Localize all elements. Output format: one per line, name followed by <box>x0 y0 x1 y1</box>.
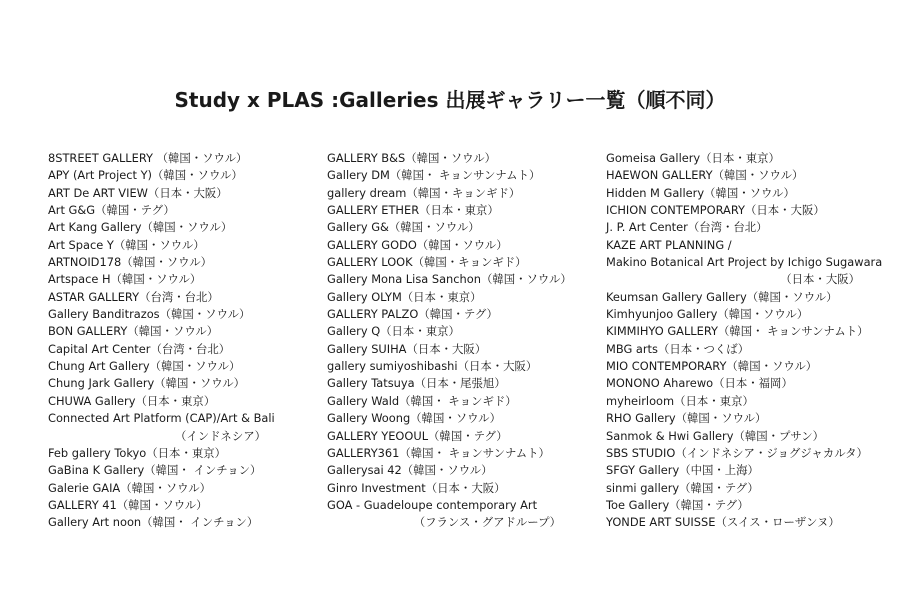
gallery-name: Artspace H（韓国・ソウル） <box>48 272 202 287</box>
gallery-name: Gallery Woong（韓国・ソウル） <box>327 411 501 426</box>
gallery-name: GaBina K Gallery（韓国・ インチョン） <box>48 463 262 478</box>
gallery-list-item <box>327 410 589 427</box>
gallery-name: Art G&G（韓国・テグ） <box>48 203 175 218</box>
gallery-name: ICHION CONTEMPORARY（日本・大阪） <box>606 203 825 218</box>
gallery-list-item <box>327 271 589 288</box>
gallery-name: Keumsan Gallery Gallery（韓国・ソウル） <box>606 289 838 304</box>
gallery-name: Gallery Art noon（韓国・ インチョン） <box>48 515 259 530</box>
gallery-name: Gallery SUIHA（日本・大阪） <box>327 341 487 356</box>
gallery-name: Connected Art Platform (CAP)/Art & Bali <box>48 411 275 426</box>
gallery-list-item <box>606 289 896 306</box>
gallery-name: Gallery Tatsuya（日本・尾張旭） <box>327 376 506 391</box>
gallery-name-continued: （インドネシア） <box>174 428 266 443</box>
gallery-list-item <box>48 150 310 167</box>
gallery-list-item <box>606 219 896 236</box>
gallery-list-item <box>606 410 896 427</box>
gallery-name: MIO CONTEMPORARY（韓国・ソウル） <box>606 359 818 374</box>
gallery-list-item <box>606 428 896 445</box>
gallery-list-item <box>48 219 310 236</box>
gallery-list-item <box>48 514 310 531</box>
gallery-name: 8STREET GALLERY （韓国・ソウル） <box>48 151 248 165</box>
gallery-list-item <box>327 462 589 479</box>
gallery-list-item <box>48 202 310 219</box>
gallery-name: GALLERY GODO（韓国・ソウル） <box>327 237 508 252</box>
gallery-list-item <box>606 323 896 340</box>
gallery-list-item <box>48 375 310 392</box>
gallery-list-item <box>48 393 310 410</box>
gallery-name: CHUWA Gallery（日本・東京） <box>48 393 216 408</box>
gallery-name: Chung Art Gallery（韓国・ソウル） <box>48 359 241 374</box>
gallery-list-item <box>327 323 589 340</box>
gallery-list-item <box>606 514 896 531</box>
gallery-column-1 <box>48 150 310 532</box>
gallery-list-item <box>48 167 310 184</box>
gallery-name-continued: Makino Botanical Art Project by Ichigo Sugawara <box>606 255 883 270</box>
gallery-list-item <box>327 358 589 375</box>
gallery-list-item <box>606 167 896 184</box>
gallery-list-item <box>48 462 310 479</box>
gallery-name: MBG arts（日本・つくば） <box>606 341 750 356</box>
gallery-name: myheirloom（日本・東京） <box>606 393 754 408</box>
gallery-list-item <box>606 462 896 479</box>
gallery-name: Hidden M Gallery（韓国・ソウル） <box>606 185 795 200</box>
gallery-column-2 <box>327 150 589 532</box>
gallery-name: ART De ART VIEW（日本・大阪） <box>48 185 228 200</box>
gallery-name: Sanmok & Hwi Gallery（韓国・プサン） <box>606 428 825 443</box>
gallery-name: sinmi gallery（韓国・テグ） <box>606 480 759 495</box>
gallery-list-item <box>48 254 310 271</box>
gallery-name: gallery dream（韓国・キョンギド） <box>327 185 521 200</box>
gallery-name: Feb gallery Tokyo（日本・東京） <box>48 445 227 460</box>
gallery-list-item <box>48 497 310 514</box>
gallery-name: gallery sumiyoshibashi（日本・大阪） <box>327 359 538 374</box>
gallery-list-item <box>327 428 589 445</box>
gallery-name: KIMMIHYO GALLERY（韓国・ キョンサンナムト） <box>606 324 869 339</box>
gallery-list-item <box>606 393 896 410</box>
gallery-name: ARTNOID178（韓国・ソウル） <box>48 255 212 270</box>
gallery-list-item <box>606 480 896 497</box>
gallery-name: Gallery Mona Lisa Sanchon（韓国・ソウル） <box>327 272 572 287</box>
gallery-list-item <box>327 480 589 497</box>
gallery-name: Gomeisa Gallery（日本・東京） <box>606 151 780 165</box>
gallery-name: GALLERY ETHER（日本・東京） <box>327 203 499 218</box>
gallery-column-3 <box>606 150 896 532</box>
gallery-name: Gallery Banditrazos（韓国・ソウル） <box>48 307 251 322</box>
gallery-name: Gallery Wald（韓国・ キョンギド） <box>327 393 517 408</box>
gallery-list-item <box>48 289 310 306</box>
gallery-name: YONDE ART SUISSE（スイス・ローザンヌ） <box>606 515 840 530</box>
gallery-list-item <box>48 237 310 254</box>
gallery-name-continued: （フランス・グアドループ） <box>413 515 561 530</box>
gallery-list-item <box>606 341 896 358</box>
gallery-name: GALLERY YEOOUL（韓国・テグ） <box>327 428 508 443</box>
gallery-name: Gallery G&（韓国・ソウル） <box>327 220 480 235</box>
gallery-name: Kimhyunjoo Gallery（韓国・ソウル） <box>606 307 809 322</box>
gallery-list-item <box>48 410 310 445</box>
gallery-name: MONONO Aharewo（日本・福岡） <box>606 376 793 391</box>
gallery-list-item <box>606 237 896 289</box>
gallery-list-item <box>606 358 896 375</box>
gallery-list-item <box>327 393 589 410</box>
gallery-name: Art Kang Gallery（韓国・ソウル） <box>48 220 233 235</box>
gallery-name: GALLERY PALZO（韓国・テグ） <box>327 307 498 322</box>
gallery-name: GALLERY LOOK（韓国・キョンギド） <box>327 255 527 270</box>
gallery-name: APY (Art Project Y)（韓国・ソウル） <box>48 168 243 183</box>
gallery-list-item <box>48 185 310 202</box>
gallery-list-item <box>48 271 310 288</box>
gallery-list-item <box>606 375 896 392</box>
gallery-list-item <box>327 289 589 306</box>
gallery-name: RHO Gallery（韓国・ソウル） <box>606 411 767 426</box>
gallery-list-item <box>327 185 589 202</box>
gallery-name: Gallerysai 42（韓国・ソウル） <box>327 463 493 478</box>
gallery-name: Gallery Q（日本・東京） <box>327 324 460 339</box>
gallery-list-item <box>606 497 896 514</box>
gallery-list-item <box>48 480 310 497</box>
gallery-name: GOA - Guadeloupe contemporary Art <box>327 497 538 512</box>
gallery-name-continued: （日本・大阪） <box>780 272 860 287</box>
gallery-list-item <box>48 323 310 340</box>
gallery-list-item <box>327 341 589 358</box>
gallery-list-item <box>48 358 310 375</box>
gallery-name: ASTAR GALLERY（台湾・台北） <box>48 289 219 304</box>
gallery-list-item <box>327 375 589 392</box>
gallery-name: J. P. Art Center（台湾・台北） <box>606 220 768 235</box>
gallery-list-item <box>327 167 589 184</box>
gallery-name: Capital Art Center（台湾・台北） <box>48 341 231 356</box>
page-title: Study x PLAS :Galleries 出展ギャラリー一覧（順不同） <box>174 88 726 112</box>
gallery-name: Toe Gallery（韓国・テグ） <box>606 497 749 512</box>
gallery-name: GALLERY 41（韓国・ソウル） <box>48 497 208 512</box>
gallery-name: Gallery OLYM（日本・東京） <box>327 289 482 304</box>
gallery-list-item <box>48 306 310 323</box>
gallery-name: Art Space Y（韓国・ソウル） <box>48 237 205 252</box>
gallery-list-item <box>606 306 896 323</box>
gallery-list-item <box>327 219 589 236</box>
gallery-list-item <box>327 237 589 254</box>
gallery-name: Gallery DM（韓国・ キョンサンナムト） <box>327 168 541 183</box>
gallery-name: Galerie GAIA（韓国・ソウル） <box>48 480 212 495</box>
gallery-name: KAZE ART PLANNING / <box>606 237 732 252</box>
gallery-name: GALLERY361（韓国・ キョンサンナムト） <box>327 445 550 460</box>
gallery-name: HAEWON GALLERY（韓国・ソウル） <box>606 168 804 183</box>
gallery-list-item <box>48 445 310 462</box>
gallery-name: BON GALLERY（韓国・ソウル） <box>48 324 219 339</box>
gallery-list-item <box>48 341 310 358</box>
gallery-list-item <box>327 497 589 532</box>
gallery-name: SBS STUDIO（インドネシア・ジョグジャカルタ） <box>606 445 868 460</box>
gallery-list-item <box>327 445 589 462</box>
gallery-list-item <box>327 254 589 271</box>
gallery-list-item <box>327 202 589 219</box>
gallery-list-item <box>606 150 896 167</box>
gallery-list-item <box>606 202 896 219</box>
gallery-list-item <box>327 306 589 323</box>
gallery-name: GALLERY B&S（韓国・ソウル） <box>327 151 496 165</box>
gallery-name: SFGY Gallery（中国・上海） <box>606 463 759 478</box>
gallery-name: Ginro Investment（日本・大阪） <box>327 480 506 495</box>
gallery-name: Chung Jark Gallery（韓国・ソウル） <box>48 376 246 391</box>
gallery-list-item <box>327 150 589 167</box>
gallery-list-item <box>606 185 896 202</box>
gallery-list-item <box>606 445 896 462</box>
